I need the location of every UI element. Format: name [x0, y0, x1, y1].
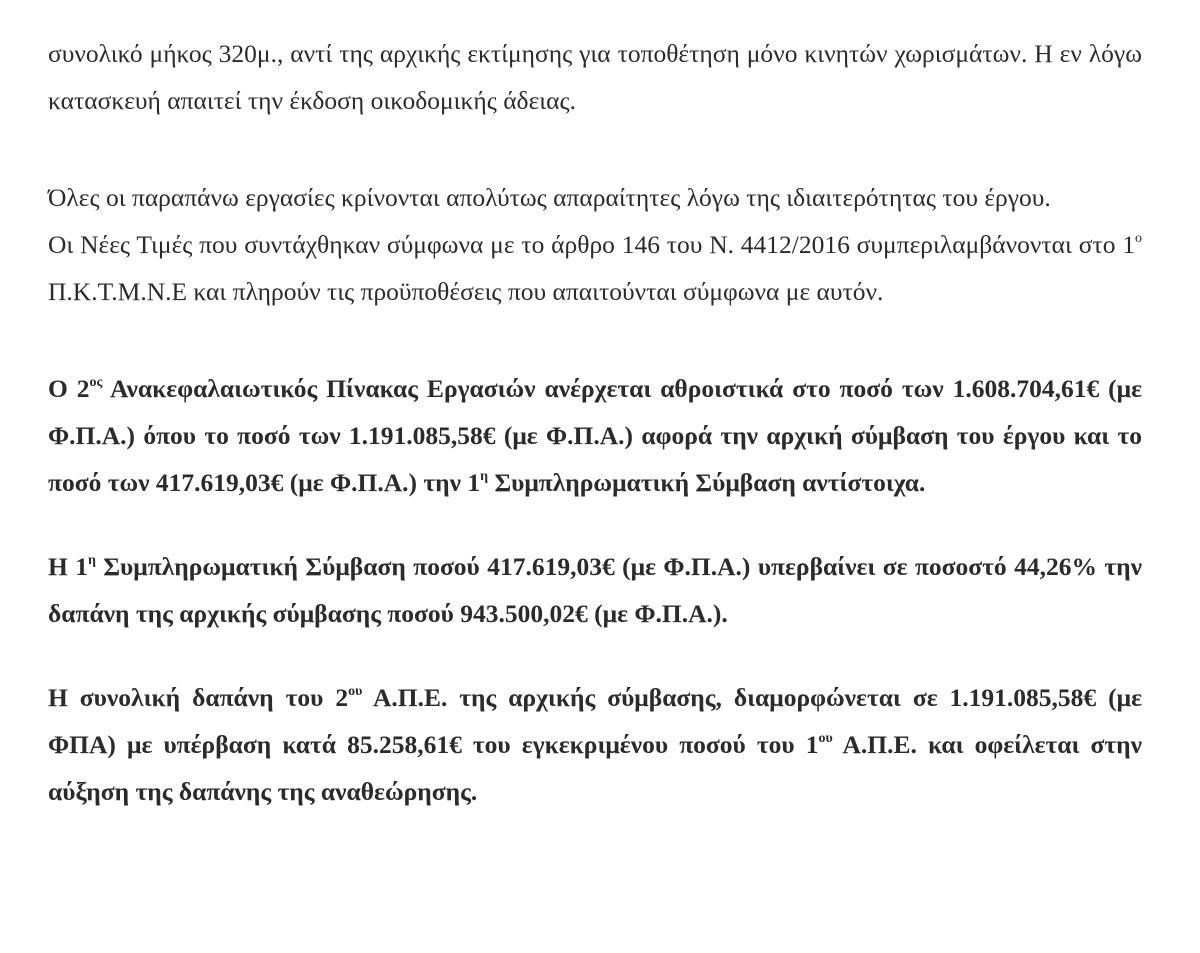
paragraph-total-expenditure	[48, 674, 1142, 815]
total-superscript-1: ου	[348, 684, 363, 699]
summary-superscript-2: η	[480, 469, 489, 484]
paragraph-summary-table	[48, 365, 1142, 506]
new-prices-text-2: Π.Κ.Τ.Μ.Ν.Ε και πληρούν τις προϋποθέσεις που απαιτούνται σύμφωνα με αυτόν.	[48, 277, 884, 306]
document-page	[48, 30, 1142, 815]
paragraph-works-necessity: Όλες οι παραπάνω εργασίες κρίνονται απολύτως απαραίτητες λόγω της ιδιαιτερότητας του έργου.	[48, 183, 1051, 212]
paragraph-partition-length: συνολικό μήκος 320μ., αντί της αρχικής εκτίμησης για τοποθέτηση μόνο κινητών χωρισμάτων. Η εν λόγω κατασκευή απαιτεί την έκδοση οικοδομικής άδειας.	[48, 39, 1142, 115]
summary-superscript-1: ος	[89, 375, 103, 390]
summary-text-2: Ανακεφαλαιωτικός Πίνακας Εργασιών ανέρχεται αθροιστικά στο ποσό των 1.608.704,61€ (με Φ.Π.Α.) όπου το ποσό των 1.191.085,58€ (με Φ.Π.Α.) αφορά την αρχική σύμβαση του έργου και το ποσό των 417.619,03€ (με Φ.Π.Α.) την 1	[48, 374, 1142, 497]
total-text-3: Α.Π.Ε. και οφείλεται στην αύξηση της δαπάνης της αναθεώρησης.	[48, 730, 1143, 806]
new-prices-text-1: Οι Νέες Τιμές που συντάχθηκαν σύμφωνα με το άρθρο 146 του Ν. 4412/2016 συμπεριλαμβάνονται στο 1	[48, 230, 1135, 259]
total-text-2: Α.Π.Ε. της αρχικής σύμβασης, διαμορφώνεται σε 1.191.085,58€ (με ΦΠΑ) με υπέρβαση κατά 85.258,61€ του εγκεκριμένου ποσού του 1	[48, 683, 1142, 759]
summary-text-1: Ο 2	[48, 374, 90, 403]
total-text-1: Η συνολική δαπάνη του 2	[48, 683, 349, 712]
supplementary-superscript: η	[88, 553, 96, 568]
paragraph-supplementary-contract	[48, 543, 1142, 637]
supplementary-text-2: Συμπληρωματική Σύμβαση ποσού 417.619,03€ (με Φ.Π.Α.) υπερβαίνει σε ποσοστό 44,26% την δαπάνη της αρχικής σύμβασης ποσού 943.500,02€ (με Φ.Π.Α.).	[48, 552, 1142, 628]
supplementary-text-1: Η 1	[48, 552, 89, 581]
summary-text-3: Συμπληρωματική Σύμβαση αντίστοιχα.	[488, 468, 926, 497]
new-prices-superscript: ο	[1135, 231, 1142, 246]
paragraph-new-prices	[48, 221, 1142, 315]
total-superscript-2: ου	[818, 731, 833, 746]
